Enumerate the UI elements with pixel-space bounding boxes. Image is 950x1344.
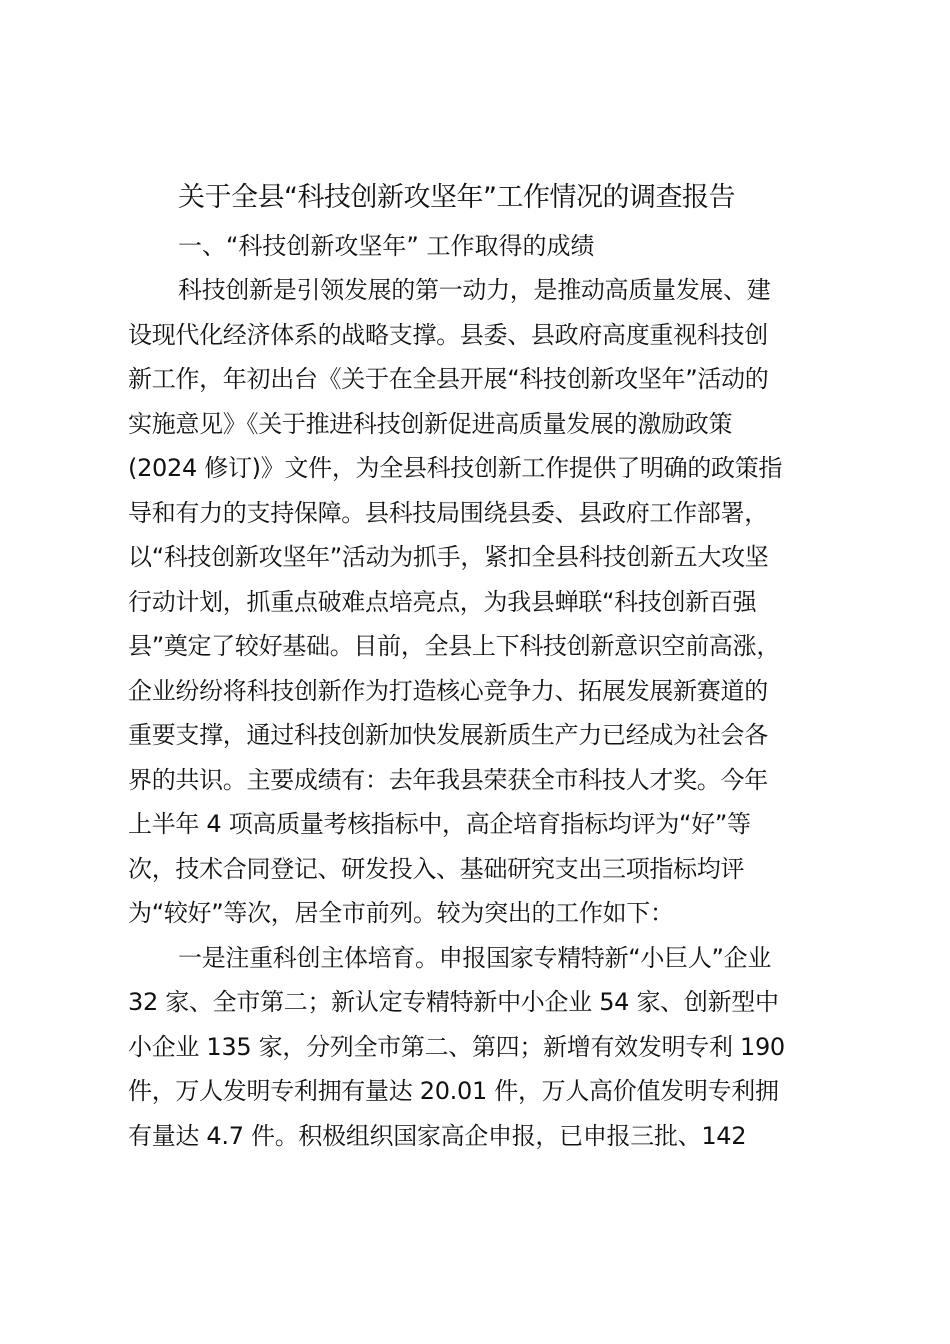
- paragraph-line: 为“较好”等次，居全市前列。较为突出的工作如下：: [128, 899, 674, 927]
- paragraph-line: 小企业 135 家，分列全市第二、第四；新增有效发明专利 190: [128, 1032, 785, 1061]
- paragraph-line: 上半年 4 项高质量考核指标中，高企培育指标均评为“好”等: [128, 810, 751, 838]
- document-body: [128, 268, 828, 1158]
- paragraph-line: 导和有力的支持保障。县科技局围绕县委、县政府工作部署，: [128, 498, 768, 527]
- paragraph-line: (2024 修订)》文件，为全县科技创新工作提供了明确的政策指: [128, 454, 783, 482]
- paragraph-line: 以“科技创新攻坚年”活动为抓手，紧扣全县科技创新五大攻坚: [128, 543, 769, 571]
- section-heading: 一、“科技创新攻坚年” 工作取得的成绩: [178, 232, 595, 260]
- paragraph-line: 次，技术合同登记、研发投入、基础研究支出三项指标均评: [128, 854, 745, 883]
- paragraph-line: 企业纷纷将科技创新作为打造核心竞争力、拓展发展新赛道的: [128, 676, 768, 705]
- paragraph-line: 实施意见》《关于推进科技创新促进高质量发展的激励政策: [128, 409, 733, 438]
- paragraph-line: 件，万人发明专利拥有量达 20.01 件，万人高价值发明专利拥: [128, 1077, 779, 1105]
- document-title: 关于全县“科技创新攻坚年”工作情况的调查报告: [178, 182, 735, 213]
- paragraph-line: 一是注重科创主体培育。申报国家专精特新“小巨人”企业: [178, 943, 772, 972]
- paragraph-line: 科技创新是引领发展的第一动力，是推动高质量发展、建: [178, 276, 771, 304]
- paragraph-line: 有量达 4.7 件。积极组织国家高企申报，已申报三批、142: [128, 1121, 747, 1150]
- paragraph-line: 新工作，年初出台《关于在全县开展“科技创新攻坚年”活动的: [128, 365, 769, 393]
- paragraph-line: 设现代化经济体系的战略支撑。县委、县政府高度重视科技创: [128, 320, 768, 349]
- paragraph-line: 32 家、全市第二；新认定专精特新中小企业 54 家、创新型中: [128, 988, 779, 1016]
- paragraph-line: 界的共识。主要成绩有：去年我县荣获全市科技人才奖。今年: [128, 765, 768, 794]
- paragraph-line: 县”奠定了较好基础。目前，全县上下科技创新意识空前高涨，: [128, 632, 781, 660]
- paragraph-line: 重要支撑，通过科技创新加快发展新质生产力已经成为社会各: [128, 721, 768, 749]
- paragraph-line: 行动计划，抓重点破难点培亮点，为我县蝉联“科技创新百强: [128, 587, 757, 616]
